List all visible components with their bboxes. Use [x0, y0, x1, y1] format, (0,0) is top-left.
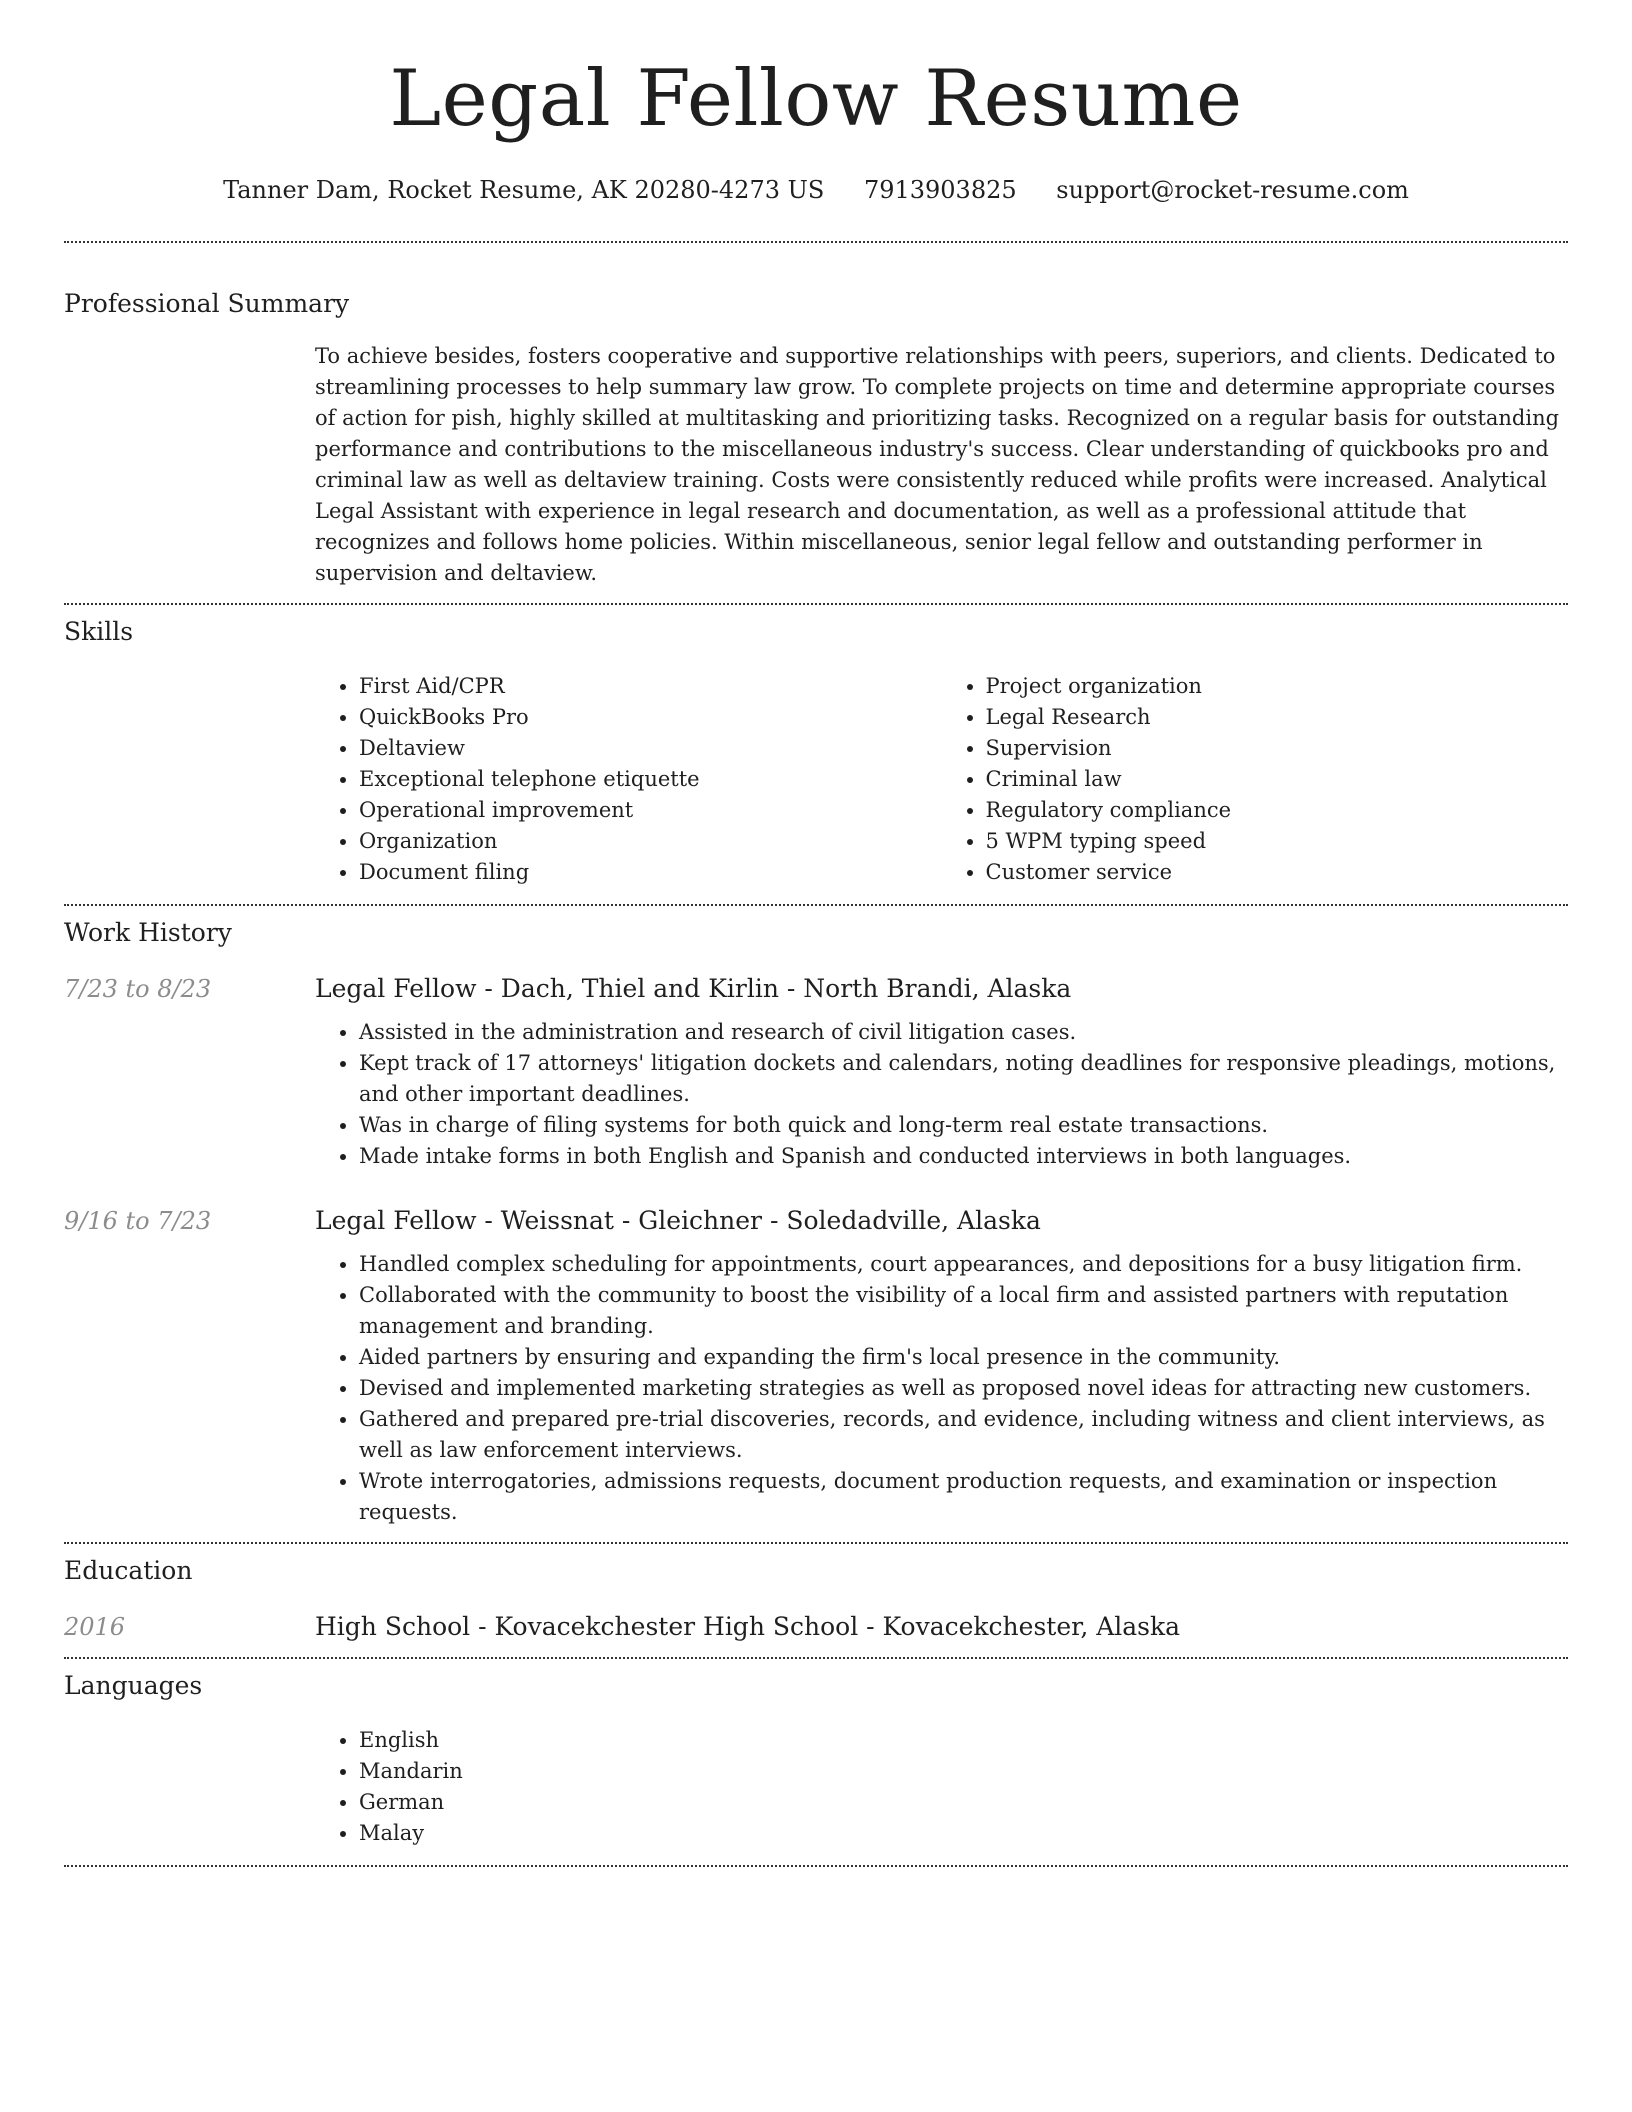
education-section [64, 1544, 1568, 1641]
job-bullets [315, 1017, 1568, 1172]
job-bullet: • Assisted in the administration and research of civil litigation cases. [359, 1017, 1568, 1048]
education-entry [64, 1612, 1568, 1641]
skills-grid [315, 671, 1568, 888]
job-bullet: • Gathered and prepared pre-trial discoveries, records, and evidence, including witness and client interviews, as well as law enforcement interviews. [359, 1404, 1568, 1466]
skill-item: • Operational improvement [359, 795, 942, 826]
resume-title: Legal Fellow Resume [389, 54, 1243, 144]
job-dates: 7/23 to 8/23 [64, 974, 212, 1003]
contact-line [64, 176, 1568, 205]
job-title: Legal Fellow - Weissnat - Gleichner - Soledadville, Alaska [315, 1205, 1041, 1235]
job-bullet: • Kept track of 17 attorneys' litigation dockets and calendars, noting deadlines for responsive pleadings, motions, and other important deadlines. [359, 1048, 1568, 1110]
skill-item: • Deltaview [359, 733, 942, 764]
languages-section [64, 1659, 1568, 1849]
summary-heading: Professional Summary [64, 288, 350, 318]
job-bullet: • Wrote interrogatories, admissions requests, document production requests, and examination or inspection requests. [359, 1466, 1568, 1528]
education-title: High School - Kovacekchester High School - Kovacekchester, Alaska [315, 1611, 1181, 1641]
job-title: Legal Fellow - Dach, Thiel and Kirlin - North Brandi, Alaska [315, 973, 1072, 1003]
skill-item: • Legal Research [986, 702, 1569, 733]
skill-item: • QuickBooks Pro [359, 702, 942, 733]
language-item: • Malay [359, 1818, 1568, 1849]
summary-text: To achieve besides, fosters cooperative and supportive relationships with peers, superiors, and clients. Dedicated to streamlining processes to help summary law grow. To complete projects on time and determine appropriate courses of action for pish, highly skilled at multitasking and prioritizing tasks. Recognized on a regular basis for outstanding performance and contributions to the miscellaneous industry's success. Clear understanding of quickbooks pro and criminal law as well as deltaview training. Costs were consistently reduced while profits were increased. Analytical Legal Assistant with experience in legal research and documentation, as well as a professional attitude that recognizes and follows home policies. Within miscellaneous, senior legal fellow and outstanding performer in supervision and deltaview. [315, 343, 1560, 585]
job-header [64, 1206, 1568, 1235]
skills-list-right [942, 671, 1569, 888]
skill-item: • Customer service [986, 857, 1569, 888]
job-bullet: • Handled complex scheduling for appointments, court appearances, and depositions for a busy litigation firm. [359, 1249, 1568, 1280]
languages-heading: Languages [64, 1670, 203, 1700]
job-bullet: • Aided partners by ensuring and expanding the firm's local presence in the community. [359, 1342, 1568, 1373]
skill-item: • 5 WPM typing speed [986, 826, 1569, 857]
contact-email: support@rocket-resume.com [1056, 176, 1409, 204]
skill-item: • Criminal law [986, 764, 1569, 795]
skill-item: • Regulatory compliance [986, 795, 1569, 826]
skill-item: • Project organization [986, 671, 1569, 702]
skill-item: • Exceptional telephone etiquette [359, 764, 942, 795]
skills-section [64, 605, 1568, 888]
language-item: • German [359, 1787, 1568, 1818]
work-section [64, 906, 1568, 1528]
job-bullet: • Devised and implemented marketing strategies as well as proposed novel ideas for attracting new customers. [359, 1373, 1568, 1404]
job-header [64, 974, 1568, 1003]
job-dates: 9/16 to 7/23 [64, 1206, 212, 1235]
job-bullet: • Collaborated with the community to boost the visibility of a local firm and assisted partners with reputation management and branding. [359, 1280, 1568, 1342]
language-item: • English [359, 1725, 1568, 1756]
skill-item: • Supervision [986, 733, 1569, 764]
skills-list-left [315, 671, 942, 888]
education-heading: Education [64, 1555, 193, 1585]
job-bullets [315, 1249, 1568, 1528]
skills-heading: Skills [64, 616, 134, 646]
contact-phone: 7913903825 [863, 176, 1017, 204]
skill-item: • Organization [359, 826, 942, 857]
contact-address: Tanner Dam, Rocket Resume, AK 20280-4273 US [223, 176, 825, 204]
education-year: 2016 [64, 1612, 126, 1641]
work-heading: Work History [64, 917, 232, 947]
language-item: • Mandarin [359, 1756, 1568, 1787]
job-bullet: • Was in charge of filing systems for both quick and long-term real estate transactions. [359, 1110, 1568, 1141]
job-entry [64, 974, 1568, 1172]
job-entry [64, 1206, 1568, 1528]
job-bullet: • Made intake forms in both English and Spanish and conducted interviews in both languages. [359, 1141, 1568, 1172]
languages-list [315, 1725, 1568, 1849]
summary-section [64, 243, 1568, 589]
section-divider [64, 1865, 1568, 1867]
skill-item: • First Aid/CPR [359, 671, 942, 702]
skill-item: • Document filing [359, 857, 942, 888]
